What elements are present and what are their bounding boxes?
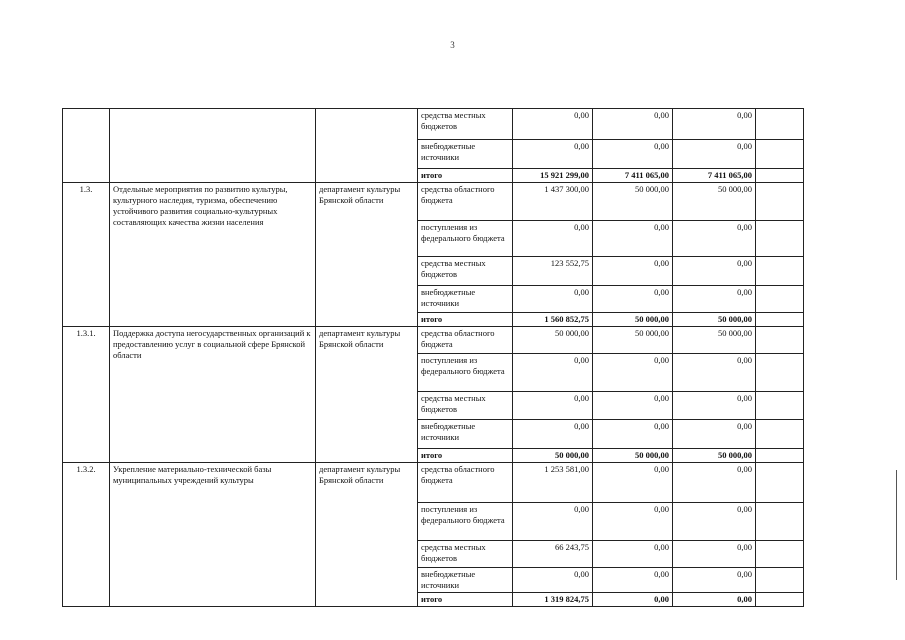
empty-cell <box>756 327 804 354</box>
value-cell: 0,00 <box>513 392 593 420</box>
empty-cell <box>756 257 804 286</box>
executor-cell: департамент культуры Брянской области <box>316 183 418 327</box>
value-cell: 50 000,00 <box>673 327 756 354</box>
source-cell: внебюджетные источники <box>418 420 513 449</box>
value-cell: 0,00 <box>593 140 673 169</box>
value-cell: 0,00 <box>593 503 673 541</box>
measure-name-cell: Укрепление материально-технической базы муниципальных учреждений культуры <box>110 463 316 607</box>
value-cell: 0,00 <box>513 140 593 169</box>
value-cell: 50 000,00 <box>513 327 593 354</box>
value-cell: 0,00 <box>673 140 756 169</box>
value-cell: 0,00 <box>673 420 756 449</box>
value-cell: 0,00 <box>673 109 756 140</box>
source-cell: средства местных бюджетов <box>418 109 513 140</box>
source-cell: поступления из федерального бюджета <box>418 354 513 392</box>
code-cell: 1.3.1. <box>63 327 110 463</box>
source-cell: внебюджетные источники <box>418 140 513 169</box>
value-cell: 0,00 <box>673 257 756 286</box>
measure-name-cell <box>110 109 316 183</box>
value-cell: 0,00 <box>513 568 593 593</box>
empty-cell <box>756 420 804 449</box>
empty-cell <box>756 503 804 541</box>
empty-cell <box>756 183 804 221</box>
code-cell <box>63 109 110 183</box>
value-cell: 50 000,00 <box>673 449 756 463</box>
value-cell: 0,00 <box>593 593 673 607</box>
value-cell: 0,00 <box>513 109 593 140</box>
scan-edge-mark <box>896 470 897 580</box>
empty-cell <box>756 593 804 607</box>
executor-cell <box>316 109 418 183</box>
value-cell: 0,00 <box>673 392 756 420</box>
value-cell: 0,00 <box>673 503 756 541</box>
value-cell: 66 243,75 <box>513 541 593 568</box>
page-number: 3 <box>450 40 455 50</box>
table-row <box>63 109 804 140</box>
value-cell: 0,00 <box>593 420 673 449</box>
empty-cell <box>756 463 804 503</box>
empty-cell <box>756 541 804 568</box>
source-cell: средства местных бюджетов <box>418 392 513 420</box>
value-cell: 0,00 <box>513 420 593 449</box>
source-cell: итого <box>418 593 513 607</box>
empty-cell <box>756 449 804 463</box>
value-cell: 0,00 <box>673 221 756 257</box>
source-cell: итого <box>418 449 513 463</box>
executor-cell: департамент культуры Брянской области <box>316 327 418 463</box>
measure-name-cell: Поддержка доступа негосударственных организаций к предоставлению услуг в социальной сфере Брянской области <box>110 327 316 463</box>
value-cell: 0,00 <box>593 109 673 140</box>
value-cell: 1 253 581,00 <box>513 463 593 503</box>
source-cell: внебюджетные источники <box>418 286 513 313</box>
value-cell: 7 411 065,00 <box>673 169 756 183</box>
value-cell: 0,00 <box>513 503 593 541</box>
table-row <box>63 327 804 354</box>
value-cell: 0,00 <box>593 257 673 286</box>
empty-cell <box>756 392 804 420</box>
source-cell: средства областного бюджета <box>418 327 513 354</box>
value-cell: 1 560 852,75 <box>513 313 593 327</box>
empty-cell <box>756 568 804 593</box>
value-cell: 0,00 <box>593 568 673 593</box>
source-cell: поступления из федерального бюджета <box>418 221 513 257</box>
measure-name-cell: Отдельные мероприятия по развитию культуры, культурного наследия, туризма, обеспечению устойчивого развития социально-культурных составляющих качества жизни населения <box>110 183 316 327</box>
value-cell: 50 000,00 <box>593 313 673 327</box>
value-cell: 50 000,00 <box>593 449 673 463</box>
value-cell: 1 319 824,75 <box>513 593 593 607</box>
value-cell: 0,00 <box>673 568 756 593</box>
value-cell: 0,00 <box>673 541 756 568</box>
source-cell: внебюджетные источники <box>418 568 513 593</box>
value-cell: 0,00 <box>593 286 673 313</box>
executor-cell: департамент культуры Брянской области <box>316 463 418 607</box>
value-cell: 0,00 <box>513 221 593 257</box>
value-cell: 1 437 300,00 <box>513 183 593 221</box>
value-cell: 50 000,00 <box>593 327 673 354</box>
table-row <box>63 463 804 503</box>
value-cell: 0,00 <box>593 541 673 568</box>
value-cell: 0,00 <box>593 463 673 503</box>
source-cell: средства областного бюджета <box>418 183 513 221</box>
value-cell: 7 411 065,00 <box>593 169 673 183</box>
source-cell: средства областного бюджета <box>418 463 513 503</box>
value-cell: 50 000,00 <box>593 183 673 221</box>
empty-cell <box>756 109 804 140</box>
value-cell: 0,00 <box>513 286 593 313</box>
value-cell: 0,00 <box>593 354 673 392</box>
value-cell: 0,00 <box>593 392 673 420</box>
empty-cell <box>756 221 804 257</box>
empty-cell <box>756 140 804 169</box>
value-cell: 0,00 <box>673 354 756 392</box>
table-row <box>63 183 804 221</box>
value-cell: 0,00 <box>673 463 756 503</box>
code-cell: 1.3. <box>63 183 110 327</box>
empty-cell <box>756 313 804 327</box>
source-cell: поступления из федерального бюджета <box>418 503 513 541</box>
value-cell: 0,00 <box>673 593 756 607</box>
budget-table <box>62 108 804 607</box>
source-cell: итого <box>418 169 513 183</box>
code-cell: 1.3.2. <box>63 463 110 607</box>
value-cell: 123 552,75 <box>513 257 593 286</box>
empty-cell <box>756 286 804 313</box>
source-cell: средства местных бюджетов <box>418 541 513 568</box>
value-cell: 50 000,00 <box>673 313 756 327</box>
value-cell: 50 000,00 <box>513 449 593 463</box>
value-cell: 15 921 299,00 <box>513 169 593 183</box>
value-cell: 0,00 <box>513 354 593 392</box>
value-cell: 0,00 <box>593 221 673 257</box>
empty-cell <box>756 354 804 392</box>
source-cell: итого <box>418 313 513 327</box>
value-cell: 0,00 <box>673 286 756 313</box>
source-cell: средства местных бюджетов <box>418 257 513 286</box>
empty-cell <box>756 169 804 183</box>
value-cell: 50 000,00 <box>673 183 756 221</box>
